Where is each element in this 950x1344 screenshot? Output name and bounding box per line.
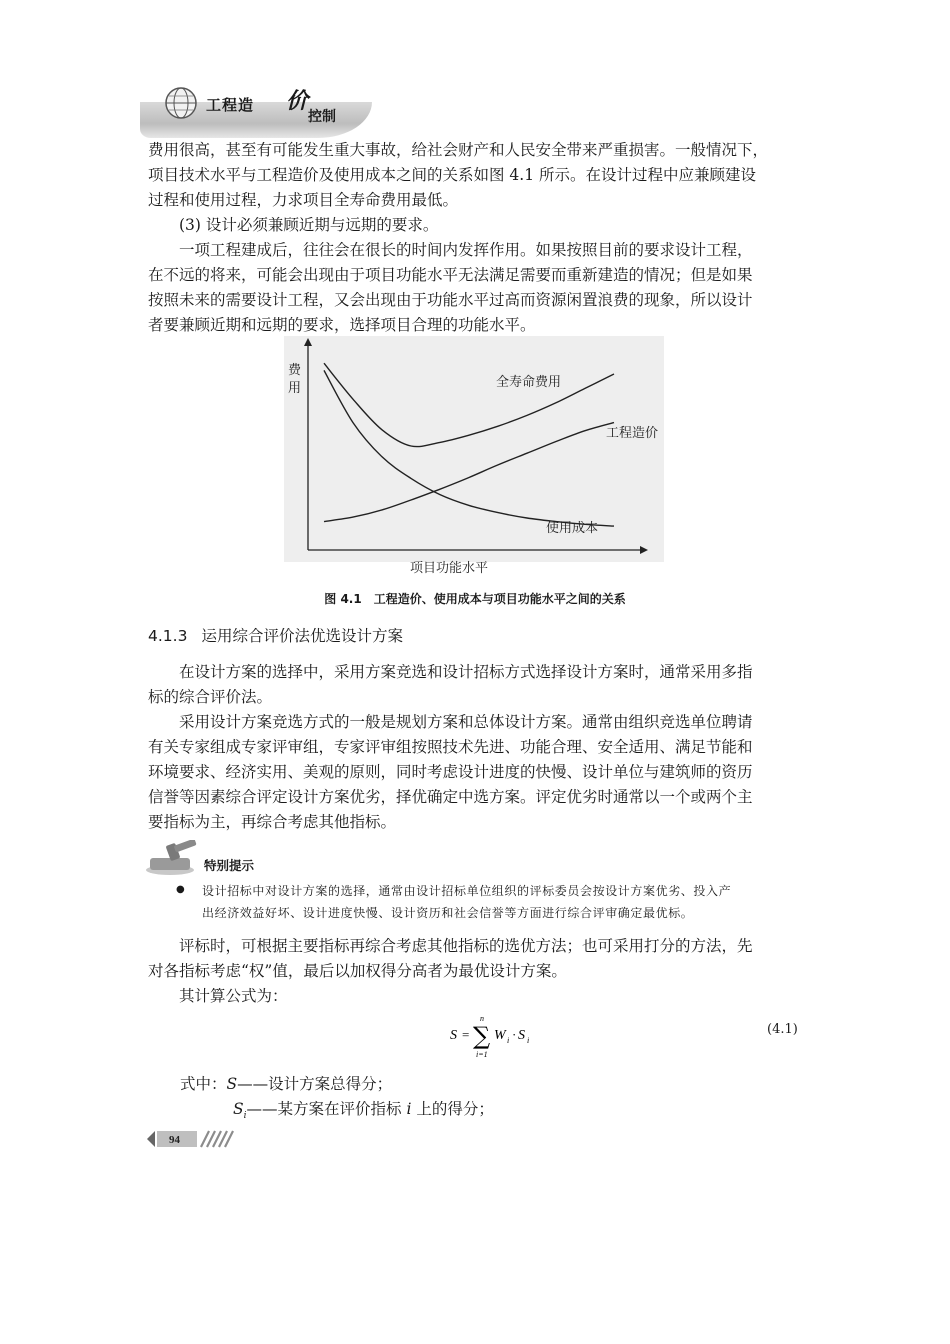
caption-number: 图 4.1 bbox=[324, 592, 362, 606]
paragraph-4 bbox=[148, 660, 804, 710]
formula-equals: = bbox=[462, 1027, 470, 1042]
x-axis-label: 项目功能水平 bbox=[410, 561, 489, 576]
text-line: 在不远的将来，可能会出现由于项目功能水平无法满足需要而重新建造的情况；但是如果 bbox=[148, 266, 753, 284]
section-heading bbox=[148, 624, 403, 646]
text-line: 环境要求、经济实用、美观的原则，同时考虑设计进度的快慢、设计单位与建筑师的资历 bbox=[148, 763, 753, 781]
def-var-i: i bbox=[406, 1100, 412, 1118]
formula-sum-bottom: i=1 bbox=[476, 1050, 488, 1059]
paragraph-7 bbox=[148, 984, 804, 1009]
formula-number: (4.1) bbox=[767, 1022, 798, 1037]
def-symbol-si-sub: i bbox=[243, 1111, 247, 1122]
formula-sigma: ∑ bbox=[473, 1022, 491, 1050]
formula-lhs: S bbox=[450, 1028, 457, 1043]
text-line: 项目技术水平与工程造价及使用成本之间的关系如图 4.1 所示。在设计过程中应兼顾建设 bbox=[148, 166, 757, 184]
formula-4-1 bbox=[446, 1012, 566, 1062]
y-axis-label-2: 用 bbox=[288, 381, 302, 396]
series-construction-cost-line bbox=[324, 423, 614, 522]
section-number: 4.1.3 bbox=[148, 627, 188, 645]
figure-caption bbox=[0, 590, 950, 607]
series-label-lifecycle: 全寿命费用 bbox=[496, 375, 562, 390]
text-line: 其计算公式为： bbox=[179, 987, 288, 1005]
text-line: (3) 设计必须兼顾近期与远期的要求。 bbox=[179, 216, 439, 234]
def-symbol-s: S bbox=[226, 1075, 238, 1093]
paragraph-1 bbox=[148, 138, 804, 213]
tip-hammer-icon bbox=[144, 840, 200, 876]
definition-row bbox=[180, 1072, 494, 1097]
header-title-part1: 工程造 bbox=[206, 96, 255, 114]
header-title-char: 价 bbox=[286, 88, 309, 114]
chart-svg bbox=[284, 336, 664, 580]
text-line: 信誉等因素综合评定设计方案优劣，择优确定中选方案。评定优劣时通常以一个或两个主 bbox=[148, 788, 753, 806]
page-footer bbox=[145, 1128, 245, 1150]
def-text-si-b: 上的得分； bbox=[416, 1100, 494, 1118]
series-label-usage: 使用成本 bbox=[546, 521, 599, 536]
text-line: 费用很高，甚至有可能发生重大事故，给社会财产和人民安全带来严重损害。一般情况下， bbox=[148, 141, 769, 159]
text-line: 标的综合评价法。 bbox=[148, 688, 273, 706]
def-text-si-a: ——某方案在评价指标 bbox=[246, 1100, 402, 1118]
formula-w-sub: i bbox=[507, 1036, 510, 1045]
page-header bbox=[140, 82, 380, 142]
series-lifecycle-cost-line bbox=[324, 363, 614, 446]
paragraph-2 bbox=[148, 213, 804, 238]
y-axis-arrow bbox=[304, 338, 312, 346]
tip-line: 设计招标中对设计方案的选择，通常由设计招标单位组织的评标委员会按设计方案优劣、投入产 bbox=[202, 884, 732, 898]
definitions-prefix: 式中： bbox=[180, 1075, 227, 1093]
figure-4-1 bbox=[284, 336, 664, 580]
def-text-s: ——设计方案总得分； bbox=[237, 1075, 393, 1093]
series-label-construction: 工程造价 bbox=[606, 426, 659, 441]
paragraph-5 bbox=[148, 710, 804, 835]
globe-icon bbox=[164, 86, 198, 120]
series-layer bbox=[324, 363, 614, 526]
definition-row bbox=[180, 1097, 494, 1129]
formula-s-sub: i bbox=[527, 1036, 530, 1045]
formula-dot: · bbox=[512, 1027, 517, 1042]
tip-bullet: ● bbox=[176, 884, 185, 895]
x-axis-arrow bbox=[640, 546, 648, 554]
formula-w: W bbox=[494, 1028, 506, 1043]
text-line: 有关专家组成专家评审组，专家评审组按照技术先进、功能合理、安全适用、满足节能和 bbox=[148, 738, 753, 756]
formula-s: S bbox=[518, 1028, 525, 1043]
header-title-part2: 控制 bbox=[308, 109, 336, 125]
caption-text: 工程造价、使用成本与项目功能水平之间的关系 bbox=[373, 592, 626, 606]
y-axis-label-1: 费 bbox=[288, 363, 302, 378]
tip-title: 特别提示 bbox=[204, 858, 255, 873]
paragraph-3 bbox=[148, 238, 804, 338]
tip-text bbox=[202, 880, 806, 924]
section-title: 运用综合评价法优选设计方案 bbox=[201, 627, 403, 645]
series-usage-cost-line bbox=[324, 370, 614, 526]
def-symbol-si: S bbox=[233, 1100, 244, 1118]
text-line: 在设计方案的选择中，采用方案竞选和设计招标方式选择设计方案时，通常采用多指 bbox=[179, 663, 753, 681]
text-line: 者要兼顾近期和远期的要求，选择项目合理的功能水平。 bbox=[148, 316, 536, 334]
text-line: 对各指标考虑“权”值，最后以加权得分高者为最优设计方案。 bbox=[148, 962, 567, 980]
page-number: 94 bbox=[169, 1134, 180, 1146]
footer-arrow-icon bbox=[147, 1131, 155, 1147]
paragraph-6 bbox=[148, 934, 804, 984]
text-line: 过程和使用过程，力求项目全寿命费用最低。 bbox=[148, 191, 459, 209]
text-line: 采用设计方案竞选方式的一般是规划方案和总体设计方案。通常由组织竞选单位聘请 bbox=[179, 713, 753, 731]
text-line: 按照未来的需要设计工程，又会出现由于功能水平过高而资源闲置浪费的现象，所以设计 bbox=[148, 291, 753, 309]
text-line: 评标时，可根据主要指标再综合考虑其他指标的选优方法；也可采用打分的方法，先 bbox=[179, 937, 753, 955]
text-line: 一项工程建成后，往往会在很长的时间内发挥作用。如果按照目前的要求设计工程， bbox=[179, 241, 753, 259]
formula-sum-top: n bbox=[480, 1014, 484, 1023]
tip-line: 出经济效益好坏、设计进度快慢、设计资历和社会信誉等方面进行综合评审确定最优标。 bbox=[202, 906, 694, 920]
text-line: 要指标为主，再综合考虑其他指标。 bbox=[148, 813, 397, 831]
formula-definitions bbox=[180, 1072, 494, 1129]
footer-stripes-icon bbox=[201, 1131, 233, 1147]
